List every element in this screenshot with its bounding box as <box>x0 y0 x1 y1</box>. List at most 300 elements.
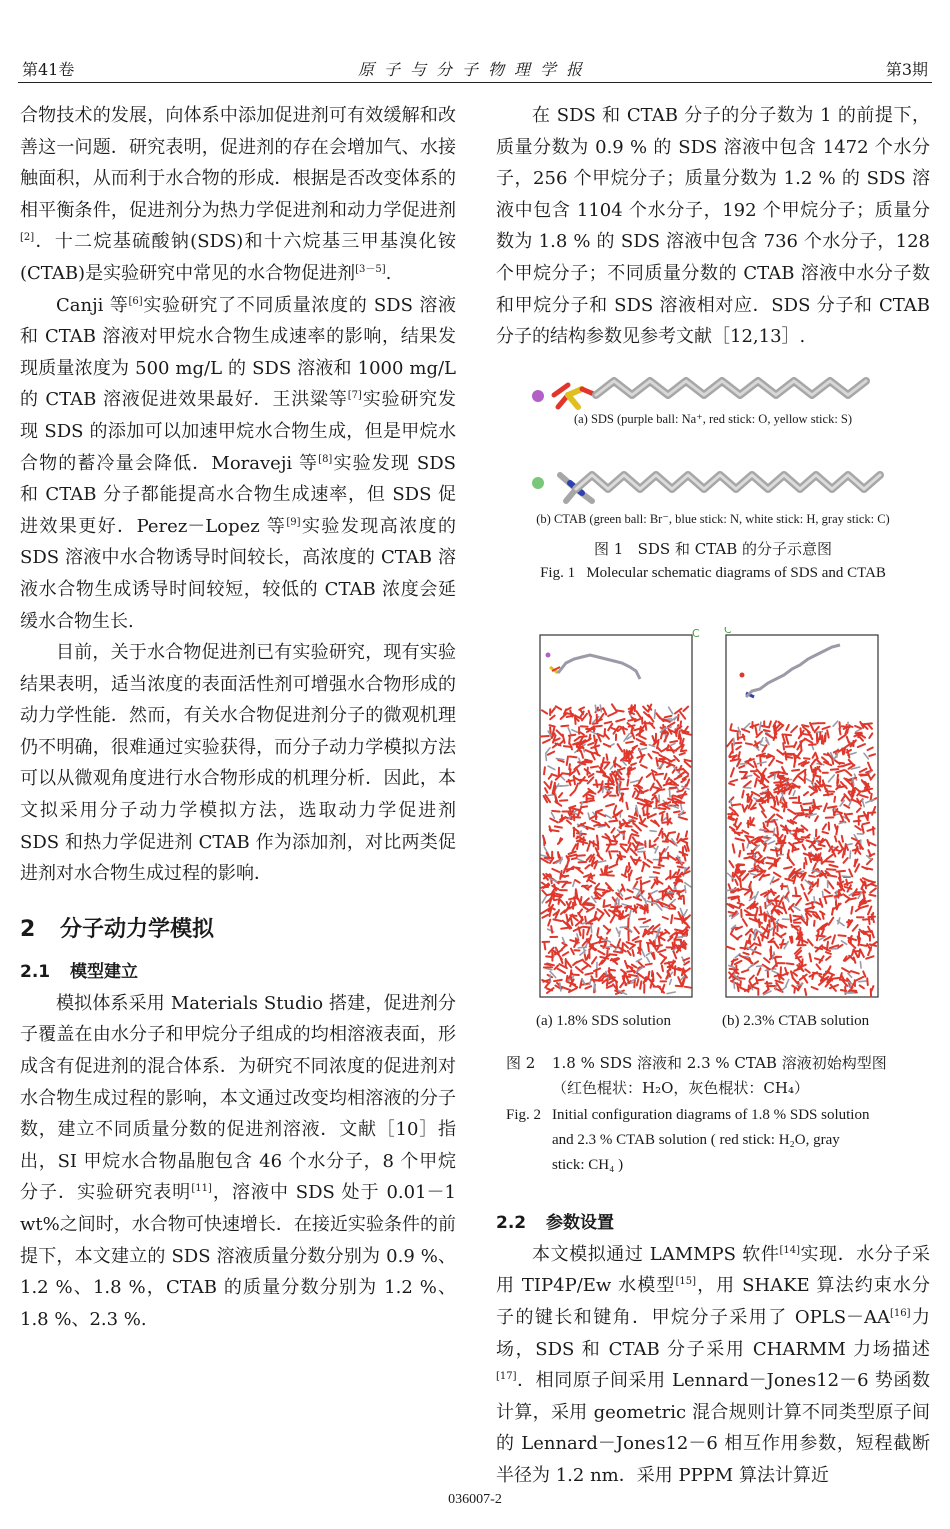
water-molecule <box>647 805 648 813</box>
methane-molecule <box>573 881 575 886</box>
methane-molecule <box>637 848 644 850</box>
water-molecule <box>653 751 658 753</box>
water-molecule <box>872 807 875 815</box>
water-molecule <box>844 748 845 754</box>
methane-molecule <box>681 803 682 809</box>
subsection-heading-2-1 <box>20 957 456 982</box>
water-molecule <box>842 726 850 727</box>
water-molecule <box>815 727 819 732</box>
water-molecule <box>860 768 867 771</box>
water-molecule <box>646 963 652 964</box>
header-rule <box>18 82 932 83</box>
water-molecule <box>581 726 588 727</box>
water-molecule <box>730 969 738 970</box>
water-molecule <box>630 870 632 875</box>
water-molecule <box>827 840 830 846</box>
citation[interactable]: [9] <box>286 516 301 528</box>
water-molecule <box>814 863 817 868</box>
water-molecule <box>629 974 637 975</box>
methane-molecule <box>793 791 795 796</box>
water-molecule <box>831 978 839 979</box>
water-molecule <box>860 945 866 946</box>
water-molecule <box>556 894 562 895</box>
water-molecule <box>780 944 787 945</box>
water-molecule <box>826 895 832 896</box>
water-molecule <box>838 890 839 898</box>
water-molecule <box>551 926 552 933</box>
water-molecule <box>604 762 609 768</box>
water-molecule <box>654 952 655 958</box>
water-molecule <box>860 722 863 728</box>
water-molecule <box>860 985 864 988</box>
water-molecule <box>815 816 818 821</box>
water-molecule <box>764 730 770 731</box>
water-molecule <box>639 918 645 919</box>
water-molecule <box>618 855 625 856</box>
water-molecule <box>656 758 657 766</box>
water-molecule <box>763 964 770 969</box>
water-molecule <box>625 961 628 968</box>
paragraph-model-building: 模拟体系采用 Materials Studio 搭建，促进剂分子覆盖在由水分子和甲烷分子组成的均相溶液表面，形成含有促进剂的混合体系．为研究不同浓度的促进剂对水合物生成过程的影响，本文通过改变均相溶液的分子数，建立不同质量分数的促进剂溶液．文献［10］指出，SI 甲烷水合物晶胞包含 46 个水分子，8 个甲烷分子．实验研究表明[11]，溶液中 SDS 处于 0.01－1 wt%之间时，水合物可快速增长．在接近实验条件的前提下，本文建立的 SDS 溶液质量分数分别为 0.9 %、1.2 %、1.8 %，CTAB 的质量分数分别为 1.2 %、1.8 %、2.3 %. <box>20 992 457 1330</box>
water-molecule <box>871 794 872 800</box>
methane-molecule <box>647 957 650 961</box>
citation[interactable]: [2] <box>20 232 35 244</box>
citation[interactable]: [11] <box>191 1183 212 1195</box>
water-molecule <box>597 889 605 890</box>
water-molecule <box>738 903 744 905</box>
water-molecule <box>626 802 627 809</box>
page-number: 036007-2 <box>448 1492 502 1507</box>
water-molecule <box>587 923 592 924</box>
water-molecule <box>777 750 783 755</box>
water-molecule <box>760 804 765 811</box>
methane-molecule <box>782 793 783 802</box>
water-molecule <box>820 899 823 907</box>
figure-2-simulation-boxes <box>496 627 930 1017</box>
water-molecule <box>818 879 819 886</box>
methane-molecule <box>649 890 657 894</box>
water-molecule <box>548 919 550 925</box>
water-molecule <box>660 811 665 813</box>
water-molecule <box>572 817 580 818</box>
water-molecule <box>845 763 851 765</box>
water-molecule <box>653 924 659 929</box>
water-molecule <box>774 872 781 876</box>
citation[interactable]: [8] <box>318 453 333 465</box>
water-molecule <box>674 811 680 812</box>
water-molecule <box>760 757 761 765</box>
citation[interactable]: [14] <box>779 1244 800 1256</box>
subsection-title: 参数设置 <box>546 1212 614 1233</box>
water-molecule <box>794 969 799 971</box>
water-molecule <box>679 817 687 819</box>
water-molecule <box>545 964 551 965</box>
water-molecule <box>751 808 756 809</box>
water-molecule <box>596 810 602 812</box>
water-molecule <box>637 739 645 743</box>
water-molecule <box>809 810 810 817</box>
water-molecule <box>824 754 829 755</box>
water-molecule <box>569 851 576 853</box>
methane-molecule <box>848 973 852 977</box>
water-molecule <box>622 822 630 823</box>
water-molecule <box>734 824 738 828</box>
citation[interactable]: [16] <box>890 1307 911 1319</box>
water-molecule <box>674 881 680 883</box>
water-molecule <box>597 909 603 913</box>
water-molecule <box>610 970 615 971</box>
water-molecule <box>568 854 576 856</box>
water-molecule <box>814 921 815 926</box>
water-molecule <box>683 706 688 710</box>
water-molecule <box>872 931 874 938</box>
methane-molecule <box>670 979 672 984</box>
water-molecule <box>638 803 646 805</box>
water-molecule <box>611 915 615 922</box>
water-molecule <box>597 928 598 935</box>
water-molecule <box>740 981 741 987</box>
water-molecule <box>866 868 872 869</box>
water-molecule <box>793 802 801 803</box>
water-molecule <box>620 844 626 845</box>
water-molecule <box>868 850 870 856</box>
methane-molecule <box>751 873 756 875</box>
water-molecule <box>823 824 826 829</box>
water-molecule <box>796 898 801 905</box>
subsection-number: 2.2 <box>496 1212 527 1233</box>
water-molecule <box>654 867 660 868</box>
water-molecule <box>749 763 754 767</box>
water-molecule <box>777 827 778 835</box>
water-molecule <box>633 791 635 796</box>
water-molecule <box>549 774 552 778</box>
water-molecule <box>855 788 860 792</box>
water-molecule <box>681 750 686 751</box>
water-molecule <box>659 865 664 866</box>
water-molecule <box>677 833 679 839</box>
citation[interactable]: [7] <box>347 390 362 402</box>
water-molecule <box>827 869 836 870</box>
water-molecule <box>556 706 562 709</box>
water-molecule <box>831 769 839 770</box>
water-molecule <box>822 914 823 919</box>
citation[interactable]: [17] <box>496 1371 517 1383</box>
methane-molecule <box>556 758 563 759</box>
methane-molecule <box>744 723 750 728</box>
figure-2 <box>496 627 930 1047</box>
water-molecule <box>658 715 663 721</box>
water-molecule <box>826 956 830 959</box>
methane-molecule <box>640 894 644 900</box>
water-molecule <box>668 722 675 726</box>
water-molecule <box>596 780 597 787</box>
water-molecule <box>735 743 741 744</box>
water-molecule <box>771 807 778 811</box>
water-molecule <box>857 849 860 853</box>
paragraph-parameters: 本文模拟通过 LAMMPS 软件[14]实现．水分子采用 TIP4P/Ew 水模型[15]，用 SHAKE 算法约束水分子的键长和键角．甲烷分子采用了 OPLS－AA[16]力场，SDS 和 CTAB 分子采用 CHARMM 力场描述[17]．相同原子间采用 Lennard－Jones12－6 势函数计算，采用 geometric 混合规则计算不同类型原子间的 Lennard－Jones12－6 相互作用参数，短程截断半径为 1.2 nm．采用 PPPM 算法计算近 <box>496 1243 931 1486</box>
methane-molecule <box>680 908 683 915</box>
water-molecule <box>731 934 738 940</box>
water-molecule <box>817 767 820 771</box>
water-molecule <box>847 737 849 743</box>
water-molecule <box>570 791 574 795</box>
water-molecule <box>603 891 610 893</box>
water-molecule <box>783 743 784 749</box>
water-molecule <box>631 763 636 765</box>
water-molecule <box>563 920 567 924</box>
water-molecule <box>779 772 787 774</box>
paragraph-motivation: 目前，关于水合物促进剂已有实验研究，现有实验结果表明，适当浓度的表面活性剂可增强水合物形成的动力学性能．然而，有关水合物促进剂分子的微观机理仍不明确，很难通过实验获得，而分子动力学模拟方法可以从微观角度进行水合物形成的机理分析．因此，本文拟采用分子动力学模拟方法，选取动力学促进剂 SDS 和热力学促进剂 CTAB 作为添加剂，对比两类促进剂对水合物生成过程的影响． <box>20 642 456 885</box>
section-title: 分子动力学模拟 <box>60 916 215 942</box>
water-molecule <box>652 881 656 888</box>
water-molecule <box>618 744 623 751</box>
water-molecule <box>541 736 549 737</box>
water-molecule <box>868 947 871 955</box>
water-molecule <box>737 759 740 765</box>
water-molecule <box>641 744 647 745</box>
methane-molecule <box>859 981 867 982</box>
water-molecule <box>591 766 598 767</box>
water-molecule <box>828 806 837 808</box>
water-molecule <box>612 704 617 711</box>
water-molecule <box>769 758 774 765</box>
water-molecule <box>626 897 631 899</box>
figure-1 <box>496 365 930 589</box>
water-molecule <box>627 942 635 945</box>
water-molecule <box>812 723 819 724</box>
water-molecule <box>865 882 866 888</box>
water-molecule <box>809 889 812 893</box>
section-heading-2 <box>20 912 456 943</box>
water-molecule <box>773 929 774 935</box>
water-molecule <box>611 828 614 832</box>
water-molecule <box>820 839 823 844</box>
methane-molecule <box>757 762 766 764</box>
water-molecule <box>652 772 655 779</box>
water-molecule <box>788 854 790 860</box>
methane-molecule <box>616 928 618 933</box>
water-molecule <box>825 897 827 903</box>
water-molecule <box>796 873 802 874</box>
page-header <box>0 0 950 80</box>
water-molecule <box>621 846 627 852</box>
water-molecule <box>552 811 560 812</box>
water-molecule <box>663 917 668 919</box>
water-molecule <box>567 858 569 866</box>
water-molecule <box>579 707 584 709</box>
water-molecule <box>574 776 575 784</box>
water-molecule <box>609 820 617 821</box>
water-molecule <box>739 978 745 979</box>
water-molecule <box>644 814 649 815</box>
water-molecule <box>675 966 676 975</box>
water-molecule <box>620 831 625 832</box>
figure-1b-caption: (b) CTAB (green ball: Br⁻, blue stick: N, white stick: H, gray stick: C) <box>536 511 890 526</box>
box-b-corner-label: C <box>724 626 732 636</box>
water-molecule <box>621 789 628 790</box>
water-molecule <box>742 778 747 779</box>
methane-molecule <box>546 754 547 760</box>
water-molecule <box>550 781 551 787</box>
water-molecule <box>559 793 562 797</box>
paragraph-composition: 在 SDS 和 CTAB 分子的分子数为 1 的前提下，质量分数为 0.9 % 的 SDS 溶液中包含 1472 个水分子，256 个甲烷分子；质量分数为 1.2 % 的 SDS 溶液中包含 1104 个水分子，192 个甲烷分子；质量分数为 1.8 % 的 SDS 溶液中包含 736 个水分子，128 个甲烷分子；不同质量分数的 CTAB 溶液中水分子数和甲烷分子和 SDS 溶液相对应．SDS 分子和 CTAB 分子的结构参数见参考文献［12,13］. <box>496 105 930 348</box>
water-molecule <box>588 743 593 745</box>
water-molecule <box>566 914 567 920</box>
water-molecule <box>680 734 681 740</box>
water-molecule <box>652 736 655 743</box>
water-molecule <box>627 889 632 892</box>
water-molecule <box>793 972 797 975</box>
water-molecule <box>649 715 654 722</box>
methane-molecule <box>841 941 846 945</box>
water-molecule <box>635 824 641 830</box>
water-molecule <box>657 747 661 751</box>
sds-surface-molecule <box>546 652 641 679</box>
water-molecule <box>550 715 554 719</box>
water-molecule <box>590 716 591 723</box>
water-molecule <box>637 877 642 879</box>
water-molecule <box>750 975 754 979</box>
paragraph-prior-work: Canji 等[6]实验研究了不同质量浓度的 SDS 溶液和 CTAB 溶液对甲烷水合物生成速率的影响，结果发现质量浓度为 500 mg/L 的 SDS 溶液和 1000 mg/L 的 CTAB 溶液促进效果最好．王洪粱等[7]实验研究发现 SDS 的添加可以加速甲烷水合物生成，但是甲烷水合物的蓄冷量会降低．Moraveji 等[8]实验发现 SDS 和 CTAB 分子都能提高水合物生成速率，但 SDS 促进效果更好．Perez－Lopez 等[9]实验发现高浓度的 SDS 溶液中水合物诱导时间较长，高浓度的 CTAB 溶液水合物生成诱导时间较短，较低的 CTAB 浓度会延缓水合物生长. <box>20 294 457 632</box>
water-molecule <box>567 715 575 717</box>
water-molecule <box>782 884 783 889</box>
water-molecule <box>648 944 649 951</box>
water-molecule <box>774 941 779 948</box>
water-molecule <box>642 881 650 884</box>
water-molecule <box>803 845 806 850</box>
water-molecule <box>628 951 631 955</box>
water-molecule <box>794 815 798 819</box>
water-molecule <box>730 724 731 730</box>
figure-2a-caption: (a) 1.8% SDS solution <box>536 1012 671 1029</box>
water-molecule <box>766 863 772 864</box>
water-molecule <box>861 774 868 775</box>
water-molecule <box>669 832 675 833</box>
figure-1-caption <box>496 537 930 585</box>
citation[interactable]: [3－5] <box>355 263 386 275</box>
water-molecule <box>607 950 608 955</box>
water-molecule <box>869 733 872 738</box>
water-molecule <box>854 820 861 821</box>
ctab-molecule <box>532 475 880 501</box>
water-molecule <box>599 825 605 826</box>
water-molecule <box>654 838 658 842</box>
water-molecule <box>558 852 559 858</box>
water-molecule <box>860 795 868 797</box>
water-molecule <box>744 805 747 811</box>
water-molecule <box>671 915 672 923</box>
water-molecule <box>801 742 802 750</box>
water-molecule <box>786 725 789 730</box>
subsection-title: 模型建立 <box>70 961 138 982</box>
methane-molecule <box>598 860 606 862</box>
water-molecule <box>558 969 566 973</box>
methane-molecule <box>670 790 671 797</box>
water-molecule <box>771 889 774 895</box>
water-molecule <box>604 905 610 907</box>
water-molecule <box>745 759 754 762</box>
methane-molecule <box>669 707 673 714</box>
water-molecule <box>554 786 555 795</box>
water-molecule <box>775 896 779 899</box>
methane-molecule <box>666 719 672 720</box>
water-molecule <box>544 942 545 949</box>
water-molecule <box>776 849 777 856</box>
methane-molecule <box>546 748 550 754</box>
water-molecule <box>571 918 572 924</box>
water-molecule <box>684 855 685 861</box>
water-molecule <box>786 825 788 833</box>
water-molecule <box>651 844 656 846</box>
water-molecule <box>809 744 816 745</box>
methane-molecule <box>560 983 561 991</box>
water-molecule <box>685 986 691 987</box>
water-molecule <box>665 716 672 718</box>
water-molecule <box>662 965 663 970</box>
water-molecule <box>569 734 576 735</box>
water-molecule <box>598 951 604 954</box>
water-molecule <box>542 710 547 713</box>
figure-1-caption-cn: 图 1 SDS 和 CTAB 的分子示意图 <box>593 539 833 558</box>
water-molecule <box>781 933 786 936</box>
water-molecule <box>571 977 572 982</box>
water-molecule <box>589 880 595 883</box>
water-molecule <box>654 787 660 789</box>
water-molecule <box>768 929 770 936</box>
water-molecule <box>830 865 838 867</box>
water-molecule <box>742 830 748 833</box>
water-molecule <box>565 869 574 870</box>
water-molecule <box>827 730 829 737</box>
water-molecule <box>617 939 620 947</box>
water-molecule <box>802 937 803 945</box>
water-molecule <box>779 843 785 844</box>
water-molecule <box>542 915 548 918</box>
water-molecule <box>869 917 870 924</box>
water-molecule <box>810 953 812 961</box>
water-molecule <box>560 800 567 801</box>
water-molecule <box>644 920 651 923</box>
water-molecule <box>550 818 558 822</box>
water-molecule <box>635 798 642 800</box>
water-molecule <box>617 710 623 711</box>
water-molecule <box>860 950 864 957</box>
water-molecule <box>742 790 744 797</box>
water-molecule <box>607 979 608 985</box>
water-molecule <box>794 918 802 921</box>
methane-molecule <box>823 891 824 897</box>
water-molecule <box>774 782 780 783</box>
water-molecule <box>760 906 761 914</box>
water-molecule <box>625 866 627 874</box>
water-molecule <box>830 945 839 948</box>
citation[interactable]: [15] <box>675 1276 696 1288</box>
citation[interactable]: [6] <box>128 295 143 307</box>
methane-molecule <box>814 896 815 902</box>
water-molecule <box>767 981 768 988</box>
water-molecule <box>647 773 651 776</box>
water-molecule <box>685 846 687 851</box>
water-molecule <box>559 954 562 959</box>
water-molecule <box>858 744 865 747</box>
water-molecule <box>605 866 606 873</box>
water-molecule <box>743 952 748 954</box>
water-molecule <box>670 741 677 742</box>
water-molecule <box>567 976 568 981</box>
water-molecule <box>583 927 590 928</box>
water-molecule <box>627 779 628 785</box>
water-molecule <box>571 948 574 954</box>
